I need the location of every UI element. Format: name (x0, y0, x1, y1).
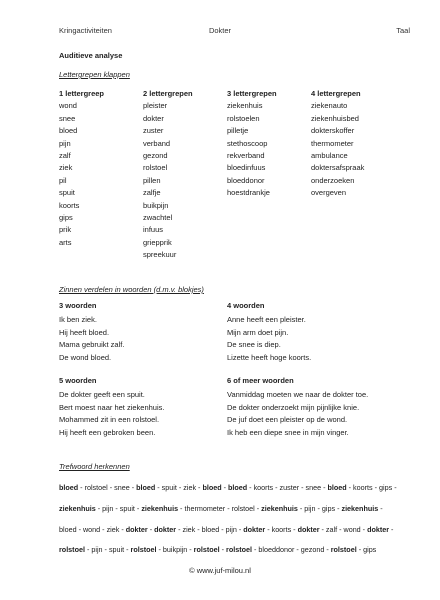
section-heading-lettergrepen: Lettergrepen klappen (59, 70, 130, 79)
list-item: pilletje (227, 126, 249, 136)
group-heading: 3 woorden (59, 301, 97, 310)
column-heading: 4 lettergrepen (311, 89, 361, 98)
word-list (311, 100, 364, 199)
list-item: Anne heeft een pleister. (227, 315, 306, 325)
sentence-list (227, 389, 368, 439)
keyword: bloed (201, 524, 220, 534)
keyword: dokter (154, 524, 177, 534)
keyword: bloed (228, 483, 248, 492)
list-item: koorts (59, 200, 80, 210)
keyword: pijn (102, 503, 114, 513)
keyword: pijn (304, 503, 316, 513)
keyword: pijn (91, 545, 103, 555)
list-item: rekverband (227, 151, 265, 161)
word-list (227, 100, 277, 199)
list-item: De wond bloed. (59, 352, 112, 362)
keyword: dokter (367, 524, 390, 534)
list-item: Mama gebruikt zalf. (59, 340, 125, 350)
list-item: zwachtel (143, 213, 173, 223)
list-item: wond (59, 101, 77, 111)
sentence-list (227, 314, 311, 364)
list-item: Ik ben ziek. (59, 315, 97, 325)
header-right: Taal (396, 26, 410, 35)
list-item: Ik heb een diepe snee in mijn vinger. (227, 427, 349, 437)
group-heading: 4 woorden (227, 301, 265, 310)
list-item: arts (59, 237, 72, 247)
list-item: prik (59, 225, 72, 235)
keyword: bloed (136, 483, 156, 492)
list-item: dokter (143, 113, 164, 123)
list-item: Lizette heeft hoge koorts. (227, 352, 312, 362)
column-heading: 1 lettergreep (59, 89, 105, 98)
list-item: zuster (143, 126, 164, 136)
sentence-group-5-words (59, 375, 164, 439)
list-item: bloedinfuus (227, 163, 266, 173)
keyword: rolstoel (193, 545, 220, 555)
keyword: ziekenhuis (59, 503, 96, 513)
word-list (143, 100, 193, 261)
keyword: rolstoel (231, 503, 255, 513)
syllable-column-3 (227, 88, 277, 200)
keyword: koorts (253, 483, 274, 492)
keyword: wond (82, 524, 101, 534)
list-item: buikpijn (143, 200, 169, 210)
keyword-stream: bloed - rolstoel - snee - bloed - spuit - ziek - bloed - bloed - koorts - zuster - snee - bloed - koorts - gips - ziekenhuis - pijn - spuit - ziekenhuis - thermometer - rolstoel - ziekenhuis - pijn - gips - ziekenhuis - bloed - wond - ziek - dokter - dokter - ziek - bloed - pijn - dokter - koorts - dokter - zalf - wond - dokter - rolstoel - pijn - spuit - rolstoel - buikpijn - rolstoel - rolstoel - bloeddonor - gezond - rolstoel - gips (59, 483, 397, 555)
keyword: rolstoel (59, 545, 85, 555)
list-item: doktersafspraak (311, 163, 365, 173)
list-item: Bert moest naar het ziekenhuis. (59, 402, 165, 412)
keyword: ziek (106, 524, 120, 534)
keyword: koorts (271, 524, 292, 534)
page-title: Auditieve analyse (59, 51, 123, 60)
keyword: ziek (182, 524, 196, 534)
keyword: wond (343, 524, 361, 534)
keyword: bloed (59, 483, 79, 492)
list-item: thermometer (311, 138, 354, 148)
list-item: dokterskoffer (311, 126, 355, 136)
header-center: Dokter (208, 26, 232, 35)
keyword: rolstoel (330, 545, 357, 555)
list-item: ziekenhuisbed (311, 113, 359, 123)
keyword: rolstoel (84, 483, 108, 492)
keyword: zuster (279, 483, 300, 492)
list-item: Hij heeft bloed. (59, 327, 110, 337)
header-left: Kringactiviteiten (59, 26, 112, 35)
list-item: Mohammed zit in een rolstoel. (59, 415, 160, 425)
keyword: snee (305, 483, 322, 492)
keyword: buikpijn (162, 545, 188, 555)
list-item: Vanmiddag moeten we naar de dokter toe. (227, 390, 369, 400)
list-item: infuus (143, 225, 164, 235)
keyword: gips (363, 545, 377, 555)
list-item: griepprik (143, 237, 172, 247)
keyword: bloed (202, 483, 222, 492)
sentence-group-6-words (227, 375, 368, 439)
list-item: gezond (143, 151, 168, 161)
keyword: pijn (225, 524, 237, 534)
syllable-column-4 (311, 88, 364, 200)
list-item: pijn (59, 138, 71, 148)
column-heading: 3 lettergrepen (227, 89, 277, 98)
word-list (59, 100, 104, 249)
sentence-group-3-words (59, 300, 124, 364)
keyword: spuit (161, 483, 177, 492)
keyword: dokter (125, 524, 148, 534)
group-heading: 5 woorden (59, 376, 97, 385)
list-item: ziekenhuis (227, 101, 263, 111)
list-item: verband (143, 138, 171, 148)
column-heading: 2 lettergrepen (143, 89, 193, 98)
list-item: Hij heeft een gebroken been. (59, 427, 156, 437)
keyword: gips (321, 503, 336, 513)
list-item: pleister (143, 101, 168, 111)
keyword: gips (379, 483, 393, 492)
keyword: gezond (300, 545, 325, 555)
list-item: zalf (59, 151, 71, 161)
keyword: dokter (297, 524, 320, 534)
list-item: snee (59, 113, 76, 123)
list-item: bloeddonor (227, 175, 265, 185)
sentence-list (59, 314, 124, 364)
section-heading-zinnen: Zinnen verdelen in woorden (d.m.v. blokjes) (59, 285, 204, 294)
list-item: pil (59, 175, 67, 185)
list-item: hoestdrankje (227, 188, 270, 198)
section-heading-trefwoord: Trefwoord herkennen (59, 462, 130, 471)
list-item: overgeven (311, 188, 347, 198)
list-item: zalfje (143, 188, 161, 198)
list-item: ziek (59, 163, 73, 173)
keyword: thermometer (184, 503, 226, 513)
group-heading: 6 of meer woorden (227, 376, 294, 385)
keyword: koorts (353, 483, 373, 492)
keyword: bloed (59, 524, 77, 534)
list-item: rolstoelen (227, 113, 260, 123)
keyword: ziekenhuis (261, 503, 298, 513)
list-item: onderzoeken (311, 175, 355, 185)
keyword: ziekenhuis (141, 503, 179, 513)
keyword: zalf (325, 524, 338, 534)
keyword: rolstoel (130, 545, 157, 555)
list-item: ambulance (311, 151, 348, 161)
list-item: De dokter geeft een spuit. (59, 390, 145, 400)
list-item: ziekenauto (311, 101, 348, 111)
keyword: bloeddonor (258, 545, 295, 555)
keyword: dokter (243, 524, 266, 534)
sentence-group-4-words (227, 300, 311, 364)
keyword: ziek (183, 483, 197, 492)
keyword: ziekenhuis (341, 503, 379, 513)
syllable-column-1 (59, 88, 104, 249)
list-item: stethoscoop (227, 138, 268, 148)
syllable-column-2 (143, 88, 193, 262)
keyword: rolstoel (226, 545, 252, 555)
list-item: De dokter onderzoekt mijn pijnlijke knie. (227, 402, 360, 412)
list-item: spreekuur (143, 250, 177, 260)
keyword: spuit (108, 545, 125, 555)
list-item: De juf doet een pleister op de wond. (227, 415, 348, 425)
list-item: pillen (143, 175, 161, 185)
list-item: Mijn arm doet pijn. (227, 327, 289, 337)
sentence-list (59, 389, 164, 439)
list-item: gips (59, 213, 73, 223)
list-item: rolstoel (143, 163, 168, 173)
list-item: De snee is diep. (227, 340, 281, 350)
keyword: spuit (119, 503, 135, 513)
list-item: spuit (59, 188, 75, 198)
keyword: bloed (327, 483, 347, 492)
list-item: bloed (59, 126, 78, 136)
keyword: snee (114, 483, 130, 492)
footer-credit: © www.juf-milou.nl (189, 566, 251, 575)
